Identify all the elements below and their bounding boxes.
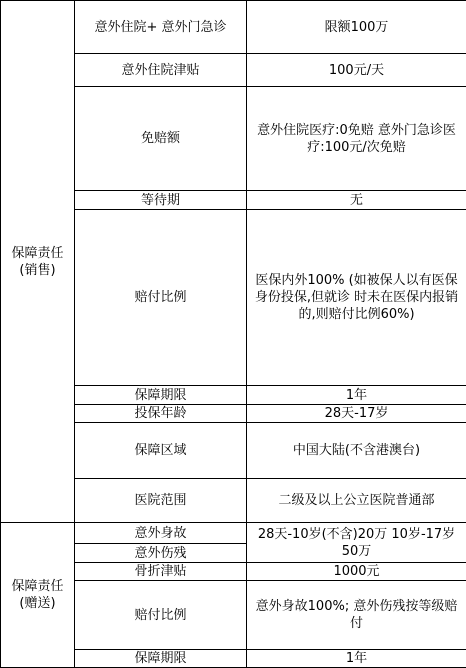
section-title-gift: 保障责任 (赠送) — [1, 523, 75, 668]
coverage-item: 意外住院+ 意外门急诊 — [75, 1, 247, 54]
coverage-item: 意外住院津贴 — [75, 54, 247, 87]
coverage-item: 意外伤残 — [75, 544, 247, 563]
coverage-value: 1年 — [247, 650, 466, 668]
coverage-value: 100元/天 — [247, 54, 466, 87]
coverage-item: 投保年龄 — [75, 405, 247, 423]
coverage-value: 1000元 — [247, 563, 466, 581]
coverage-item: 免赔额 — [75, 87, 247, 191]
coverage-value: 意外身故100%; 意外伤残按等级赔付 — [247, 581, 466, 650]
coverage-item: 保障期限 — [75, 386, 247, 405]
table-row — [1, 1, 466, 54]
coverage-item: 骨折津贴 — [75, 563, 247, 581]
coverage-item: 保障区域 — [75, 423, 247, 479]
coverage-value: 限额100万 — [247, 1, 466, 54]
section-title-sales: 保障责任 (销售) — [1, 1, 75, 523]
coverage-item: 等待期 — [75, 191, 247, 210]
coverage-value: 1年 — [247, 386, 466, 405]
coverage-value: 二级及以上公立医院普通部 — [247, 479, 466, 523]
coverage-value: 意外住院医疗:0免赔 意外门急诊医疗:100元/次免赔 — [247, 87, 466, 191]
coverage-value: 无 — [247, 191, 466, 210]
coverage-value: 中国大陆(不含港澳台) — [247, 423, 466, 479]
coverage-item: 意外身故 — [75, 523, 247, 544]
coverage-item: 赔付比例 — [75, 581, 247, 650]
table-row — [1, 523, 466, 544]
coverage-value: 医保内外100% (如被保人以有医保身份投保,但就诊 时未在医保内报销的,则赔付比例60%) — [247, 210, 466, 386]
coverage-value: 28天-10岁(不含)20万 10岁-17岁 50万 — [247, 523, 466, 563]
coverage-value: 28天-17岁 — [247, 405, 466, 423]
coverage-item: 医院范围 — [75, 479, 247, 523]
coverage-item: 保障期限 — [75, 650, 247, 668]
coverage-item: 赔付比例 — [75, 210, 247, 386]
